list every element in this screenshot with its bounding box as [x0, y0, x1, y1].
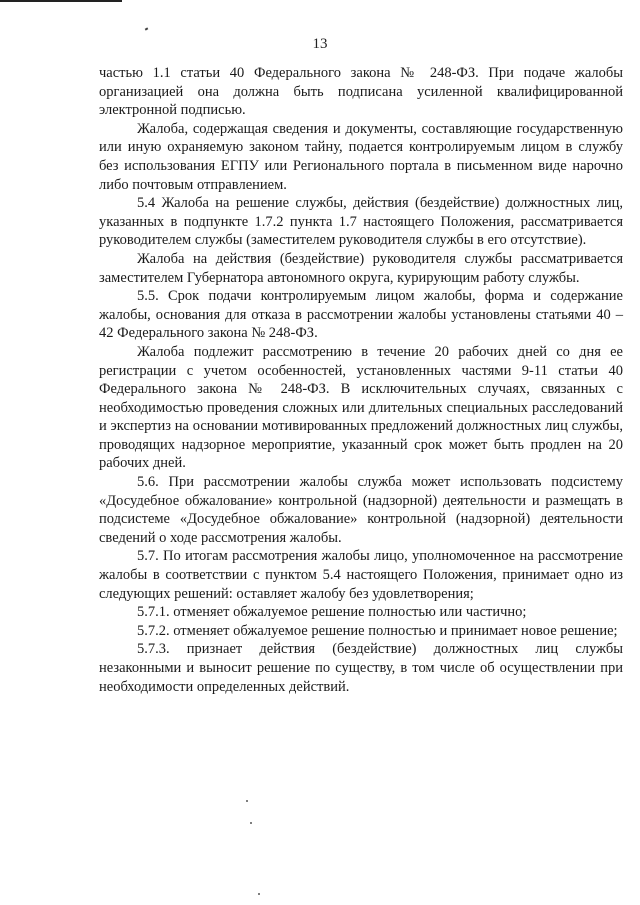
scan-speck — [250, 822, 252, 824]
page-number: 13 — [312, 36, 328, 52]
paragraph-5-5: 5.5. Срок подачи контролируемым лицом жалобы, форма и содержание жалобы, основания для отказа в рассмотрении жалобы установлены статьями 40 – 42 Федерального закона № 248-ФЗ. — [99, 288, 623, 342]
paragraph-2: Жалоба, содержащая сведения и документы, составляющие государственную или иную охраняемую законом тайну, подается контролируемым лицом в службу без использования ЕГПУ или Регионального портала в письменном виде нарочно либо почтовым отправлением. — [99, 120, 623, 193]
scan-edge-line — [0, 0, 122, 2]
paragraph-5-7-2: 5.7.2. отменяет обжалуемое решение полностью и принимает новое решение; — [137, 622, 618, 639]
scan-speck — [258, 893, 260, 895]
paragraph-5-6: 5.6. При рассмотрении жалобы служба может использовать подсистему «Досудебное обжалование» контрольной (надзорной) деятельности и размещать в подсистеме «Досудебное обжалование» контрольной (надзорной) деятельности сведений о ходе рассмотрения жалобы. — [99, 474, 623, 546]
paragraph-5-4: 5.4 Жалоба на решение службы, действия (бездействие) должностных лиц, указанных в подпункте 1.7.2 пункта 1.7 настоящего Положения, рассматривается руководителем службы (заместителем руководителя службы в его отсутствие). — [99, 195, 623, 249]
paragraph-5-7: 5.7. По итогам рассмотрения жалобы лицо, уполномоченное на рассмотрение жалобы в соответствии с пунктом 5.4 настоящего Положения, принимает одно из следующих решений: оставляет жалобу без удовлетворения; — [99, 548, 623, 602]
document-body — [99, 64, 623, 696]
paragraph-5-7-1: 5.7.1. отменяет обжалуемое решение полностью или частично; — [137, 604, 527, 621]
scan-speck — [246, 800, 248, 802]
paragraph-5-7-3: 5.7.3. признает действия (бездействие) должностных лиц службы незаконными и выносит решение по существу, в том числе об осуществлении при необходимости определенных действий. — [99, 641, 623, 695]
paragraph-6: Жалоба подлежит рассмотрению в течение 20 рабочих дней со дня ее регистрации с учетом особенностей, установленных частями 9-11 статьи 40 Федерального закона № 248-ФЗ. В исключительных случаях, связанных с необходимостью проведения сложных или длительных специальных расследований и экспертиз на основании мотивированных предложений должностных лиц службы, проводящих надзорное мероприятие, указанный срок может быть продлен на 20 рабочих дней. — [99, 343, 623, 472]
paragraph-4: Жалоба на действия (бездействие) руководителя службы рассматривается заместителем Губернатора автономного округа, курирующим работу службы. — [99, 250, 623, 286]
scan-artifact-mark — [145, 27, 149, 30]
paragraph-1: частью 1.1 статьи 40 Федерального закона № 248-ФЗ. При подаче жалобы организацией она должна быть подписана усиленной квалифицированной электронной подписью. — [99, 65, 623, 119]
